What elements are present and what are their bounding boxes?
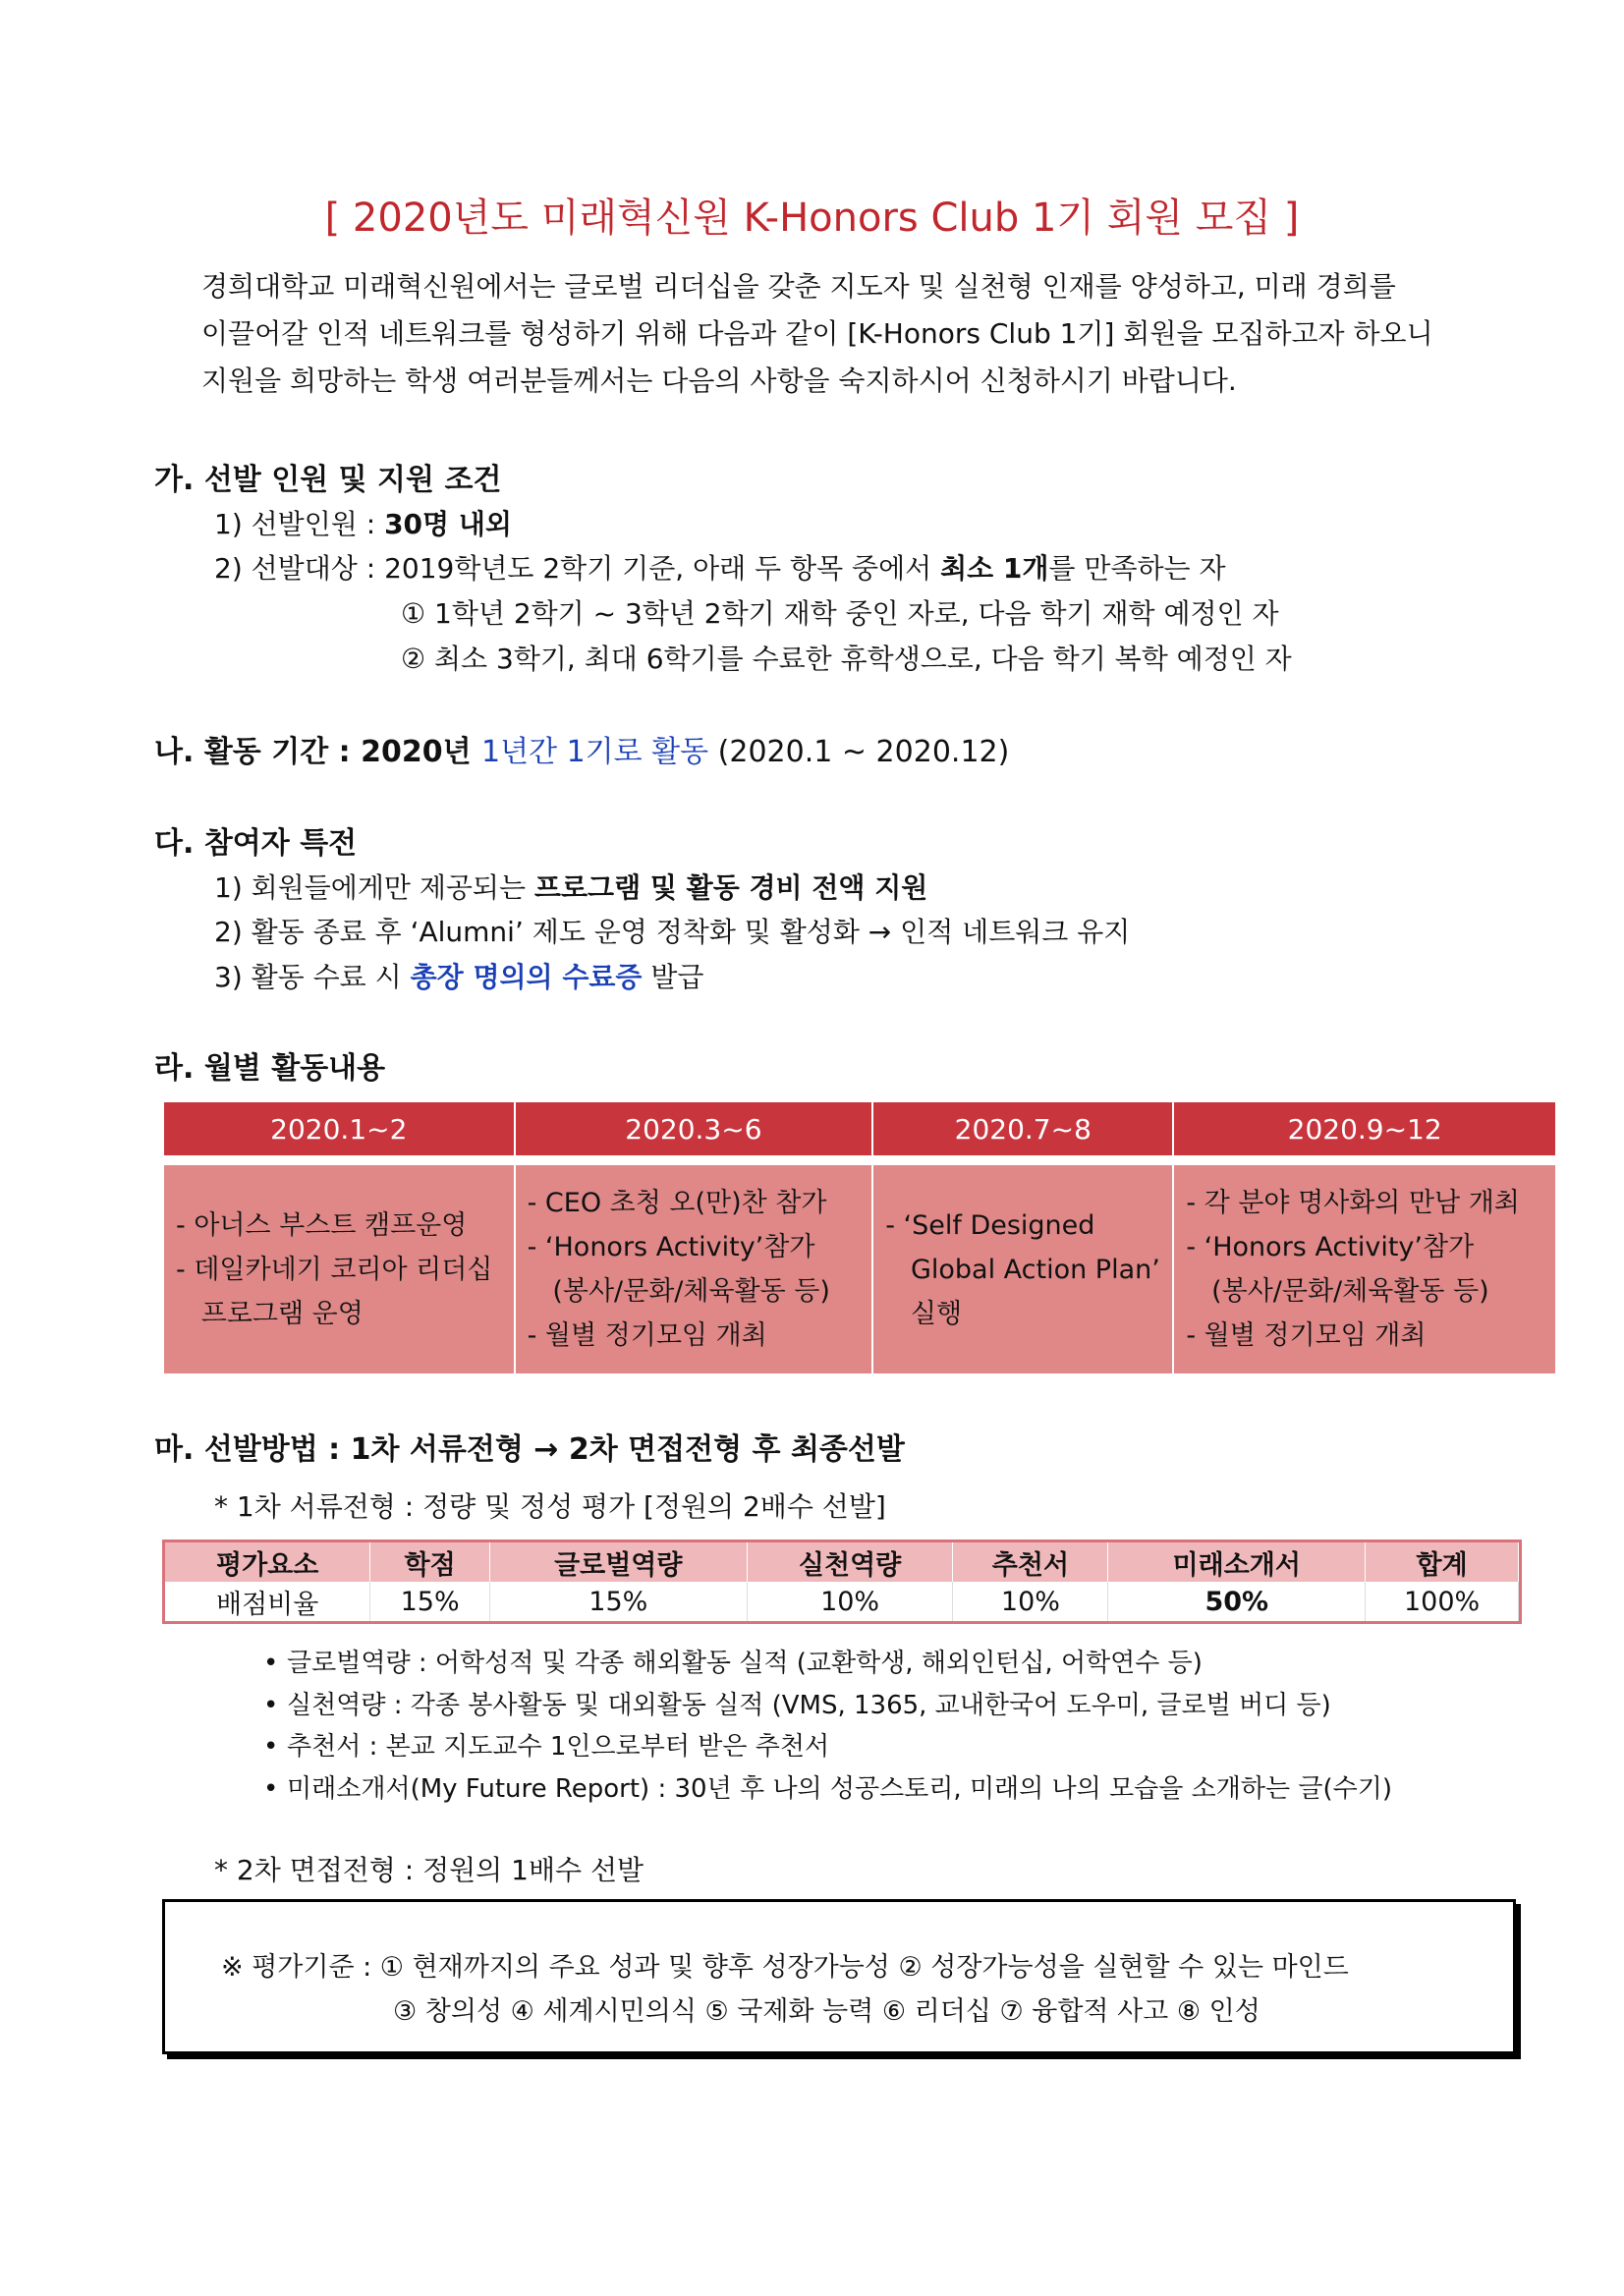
bullet-dot-icon: •: [263, 1732, 279, 1762]
bullet-dot-icon: •: [263, 1691, 279, 1720]
eval-value: 10%: [953, 1582, 1108, 1621]
benefit-1-bold: 프로그램 및 활동 경비 전액 지원: [533, 871, 928, 904]
criteria-line-1: ※ 평가기준 : ① 현재까지의 주요 성과 및 향후 성장가능성 ② 성장가능성을 실현할 수 있는 마인드: [221, 1952, 1349, 1983]
criteria-bullet: [263, 1726, 829, 1763]
intro-line: 지원을 희망하는 학생 여러분들께서는 다음의 사항을 숙지하시어 신청하시기 바랍니다.: [201, 364, 1237, 397]
eval-value: 100%: [1366, 1582, 1519, 1621]
activity-period-label: 나. 활동 기간 : 2020년: [154, 735, 481, 769]
eval-value: 15%: [489, 1582, 747, 1621]
eval-value: 50%: [1108, 1582, 1366, 1621]
criteria-bullet-text: 글로벌역량 : 어학성적 및 각종 해외활동 실적 (교환학생, 해외인턴십, 어학연수 등): [287, 1649, 1203, 1678]
benefit-3-label: 3) 활동 수료 시: [214, 961, 411, 993]
section-heading-ra: 라. 월별 활동내용: [154, 1051, 386, 1086]
benefit-1-label: 1) 회원들에게만 제공되는: [214, 871, 534, 904]
criteria-bullet: [263, 1643, 1203, 1679]
month-header: 2020.7~8: [872, 1101, 1173, 1156]
monthly-activity-table: [162, 1100, 1557, 1375]
bullet-dot-icon: •: [263, 1649, 279, 1678]
eval-value: 10%: [747, 1582, 953, 1621]
recruit-count: [214, 503, 512, 542]
intro-paragraph: [201, 263, 1488, 405]
eval-header: 추천서: [953, 1542, 1108, 1582]
criteria-bullet: [263, 1685, 1331, 1721]
criteria-bullet-text: 미래소개서(My Future Report) : 30년 후 나의 성공스토리, 미래의 나의 모습을 소개하는 글(수기): [287, 1774, 1393, 1804]
activity-period-dates: (2020.1 ~ 2020.12): [708, 735, 1010, 769]
activity-line: (봉사/문화/체육활동 등): [1186, 1276, 1489, 1307]
recruit-target-suffix: 를 만족하는 자: [1048, 552, 1226, 585]
criteria-bullet-text: 추천서 : 본교 지도교수 1인으로부터 받은 추천서: [287, 1732, 830, 1762]
intro-line: 경희대학교 미래혁신원에서는 글로벌 리더십을 갖춘 지도자 및 실천형 인재를 양성하고, 미래 경희를: [201, 270, 1396, 303]
eval-value: 배점비율: [165, 1582, 370, 1621]
recruit-count-value: 30명 내외: [384, 508, 512, 540]
eval-value: 15%: [370, 1582, 490, 1621]
activity-line: - ‘Honors Activity’참가: [527, 1232, 815, 1262]
criteria-bullet-text: 실천역량 : 각종 봉사활동 및 대외활동 실적 (VMS, 1365, 교내한국어 도우미, 글로벌 버디 등): [287, 1691, 1331, 1720]
evaluation-criteria-box: [162, 1899, 1516, 2054]
recruit-target-label: 2) 선발대상 : 2019학년도 2학기 기준, 아래 두 항목 중에서: [214, 552, 941, 585]
activity-line: (봉사/문화/체육활동 등): [527, 1276, 830, 1307]
activity-line: - 월별 정기모임 개최: [527, 1320, 767, 1351]
activity-cell: [163, 1164, 515, 1374]
activity-cell: [1173, 1164, 1556, 1374]
bullet-dot-icon: •: [263, 1774, 279, 1804]
activity-cell: [872, 1164, 1173, 1374]
month-header: 2020.9~12: [1173, 1101, 1556, 1156]
section-heading-na: [154, 727, 1009, 770]
benefit-1: [214, 867, 927, 906]
page-title: [ 2020년도 미래혁신원 K-Honors Club 1기 회원 모집 ]: [324, 196, 1300, 241]
activity-line: - ‘Honors Activity’참가: [1186, 1232, 1475, 1262]
month-header: 2020.3~6: [515, 1101, 873, 1156]
activity-line: - ‘Self Designed: [885, 1209, 1095, 1241]
activity-line: - CEO 초청 오(만)찬 참가: [527, 1188, 827, 1218]
activity-line: 프로그램 운영: [176, 1298, 364, 1329]
eval-header: 평가요소: [165, 1542, 370, 1582]
eval-header: 학점: [370, 1542, 490, 1582]
month-header: 2020.1~2: [163, 1101, 515, 1156]
recruit-target-min: 최소 1개: [940, 552, 1049, 585]
activity-period-highlight: 1년간 1기로 활동: [481, 735, 709, 769]
activity-line: - 각 분야 명사화의 만남 개최: [1186, 1188, 1520, 1218]
benefit-2: 2) 활동 종료 후 ‘Alumni’ 제도 운영 정착화 및 활성화 → 인적 네트워크 유지: [214, 916, 1131, 948]
section-heading-ga: 가. 선발 인원 및 지원 조건: [154, 463, 502, 497]
activity-line: - 데일카네기 코리아 리더십: [176, 1254, 493, 1285]
activity-line: - 월별 정기모임 개최: [1186, 1320, 1427, 1351]
activity-line: Global Action Plan’: [885, 1254, 1160, 1285]
eval-header: 미래소개서: [1108, 1542, 1366, 1582]
second-round-note: * 2차 면접전형 : 정원의 1배수 선발: [214, 1854, 644, 1886]
activity-cell: [515, 1164, 873, 1374]
evaluation-table: [162, 1540, 1522, 1624]
section-heading-da: 다. 참여자 특전: [154, 826, 358, 861]
recruit-condition-1: ① 1학년 2학기 ~ 3학년 2학기 재학 중인 자로, 다음 학기 재학 예정인 자: [401, 597, 1279, 630]
eval-header: 글로벌역량: [489, 1542, 747, 1582]
recruit-count-label: 1) 선발인원 :: [214, 508, 385, 540]
recruit-target: [214, 547, 1226, 587]
intro-line: 이끌어갈 인적 네트워크를 형성하기 위해 다음과 같이 [K-Honors Club 1기] 회원을 모집하고자 하오니: [201, 317, 1433, 350]
activity-line: - 아너스 부스트 캠프운영: [176, 1209, 468, 1241]
section-heading-ma: 마. 선발방법 : 1차 서류전형 → 2차 면접전형 후 최종선발: [154, 1432, 905, 1467]
benefit-3-suffix: 발급: [642, 961, 704, 993]
criteria-bullet: [263, 1768, 1392, 1805]
activity-line: 실행: [885, 1298, 963, 1329]
recruit-condition-2: ② 최소 3학기, 최대 6학기를 수료한 휴학생으로, 다음 학기 복학 예정인 자: [401, 643, 1292, 675]
eval-header: 합계: [1366, 1542, 1519, 1582]
criteria-line-2: ③ 창의성 ④ 세계시민의식 ⑤ 국제화 능력 ⑥ 리더십 ⑦ 융합적 사고 ⑧ 인성: [393, 1996, 1260, 2027]
benefit-3: [214, 956, 703, 995]
first-round-note: * 1차 서류전형 : 정량 및 정성 평가 [정원의 2배수 선발]: [214, 1490, 886, 1523]
benefit-3-highlight: 총장 명의의 수료증: [410, 961, 643, 993]
eval-header: 실천역량: [747, 1542, 953, 1582]
